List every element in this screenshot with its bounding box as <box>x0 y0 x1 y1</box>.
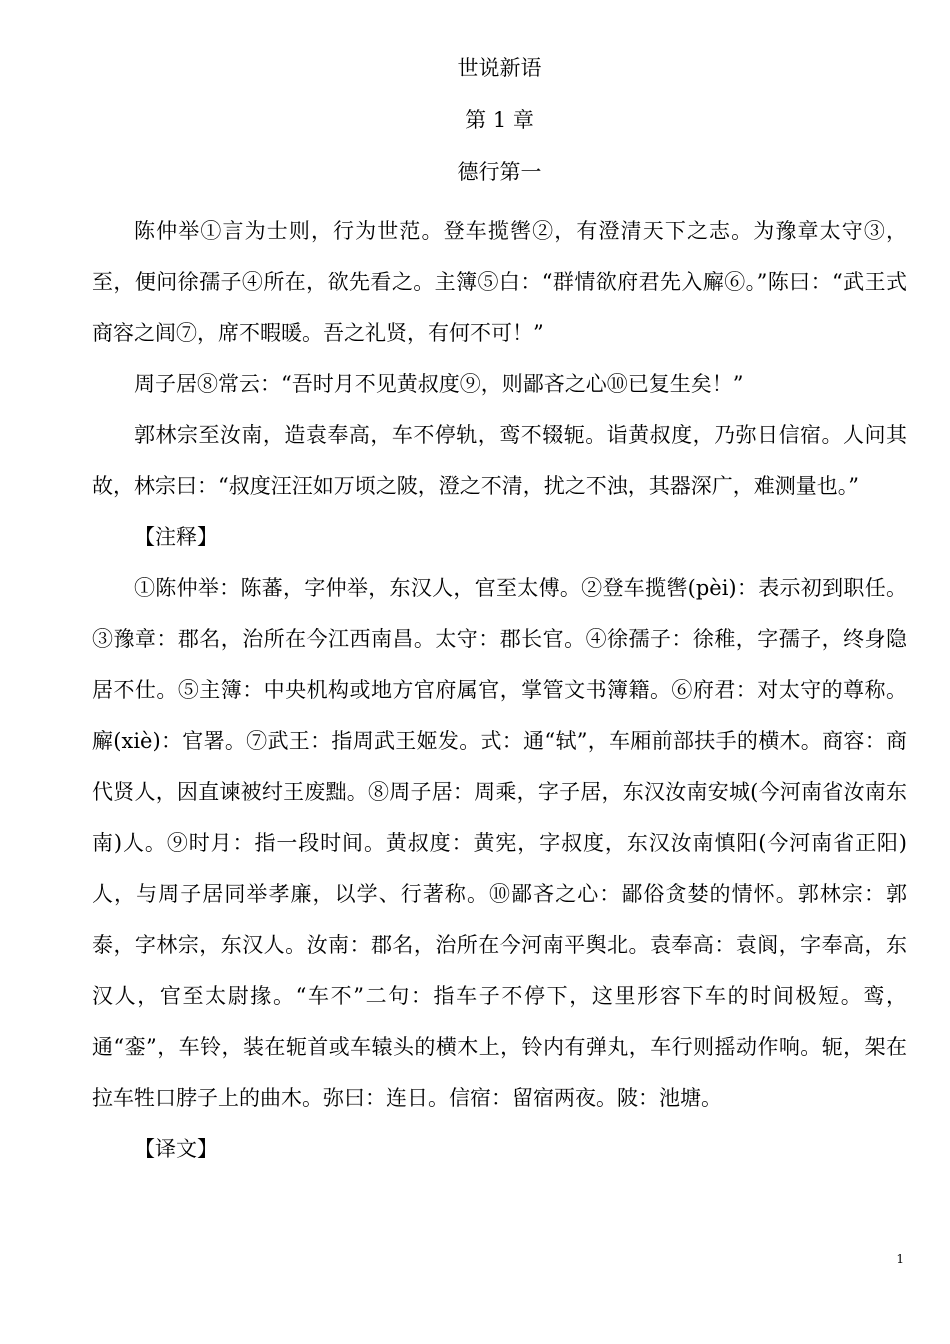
book-title: 世说新语 <box>457 56 542 80</box>
paragraph-3: 郭林宗至汝南，造袁奉高，车不停轨，鸾不辍轭。诣黄叔度，乃弥日信宿。人问其故，林宗曰：“叔度汪汪如万顷之陂，澄之不清，扰之不浊，其器深广，难测量也。” <box>92 423 907 498</box>
chapter-title: 第 1 章 <box>465 108 534 132</box>
paragraph-1: 陈仲举①言为士则，行为世范。登车揽辔②，有澄清天下之志。为豫章太守③，至，便问徐孺子④所在，欲先看之。主簿⑤白：“群情欲府君先入廨⑥。”陈曰：“武王式商容之闾⑦，席不暇暖。吾之礼贤，有何不可！” <box>92 219 907 345</box>
paragraph-2: 周子居⑧常云：“吾时月不见黄叔度⑨，则鄙吝之心⑩已复生矣！” <box>134 372 744 396</box>
section-title: 德行第一 <box>457 160 542 184</box>
notes-paragraph: ①陈仲举：陈蕃，字仲举，东汉人，官至太傅。②登车揽辔(pèi)：表示初到职任。③豫章：郡名，治所在今江西南昌。太守：郡长官。④徐孺子：徐稚，字孺子，终身隐居不仕。⑤主簿：中央机构或地方官府属官，掌管文书簿籍。⑥府君：对太守的尊称。廨(xiè)：官署。⑦武王：指周武王姬发。式：通“轼”，车厢前部扶手的横木。商容：商代贤人，因直谏被纣王废黜。⑧周子居：周乘，字子居，东汉汝南安城(今河南省汝南东南)人。⑨时月：指一段时间。黄叔度：黄宪，字叔度，东汉汝南慎阳(今河南省正阳)人，与周子居同举孝廉，以学、行著称。⑩鄙吝之心：鄙俗贪婪的情怀。郭林宗：郭泰，字林宗，东汉人。汝南：郡名，治所在今河南平舆北。袁奉高：袁阆，字奉高，东汉人，官至太尉掾。“车不”二句：指车子不停下，这里形容下车的时间极短。鸾，通“銮”，车铃，装在轭首或车辕头的横木上，铃内有弹丸，车行则摇动作响。轭，架在拉车牲口脖子上的曲木。弥曰：连日。信宿：留宿两夜。陂：池塘。 <box>92 576 907 1110</box>
translation-heading: 【译文】 <box>134 1137 218 1161</box>
notes-heading: 【注释】 <box>134 525 218 549</box>
document-body <box>92 50 907 1175</box>
page-number: 1 <box>896 1252 904 1266</box>
